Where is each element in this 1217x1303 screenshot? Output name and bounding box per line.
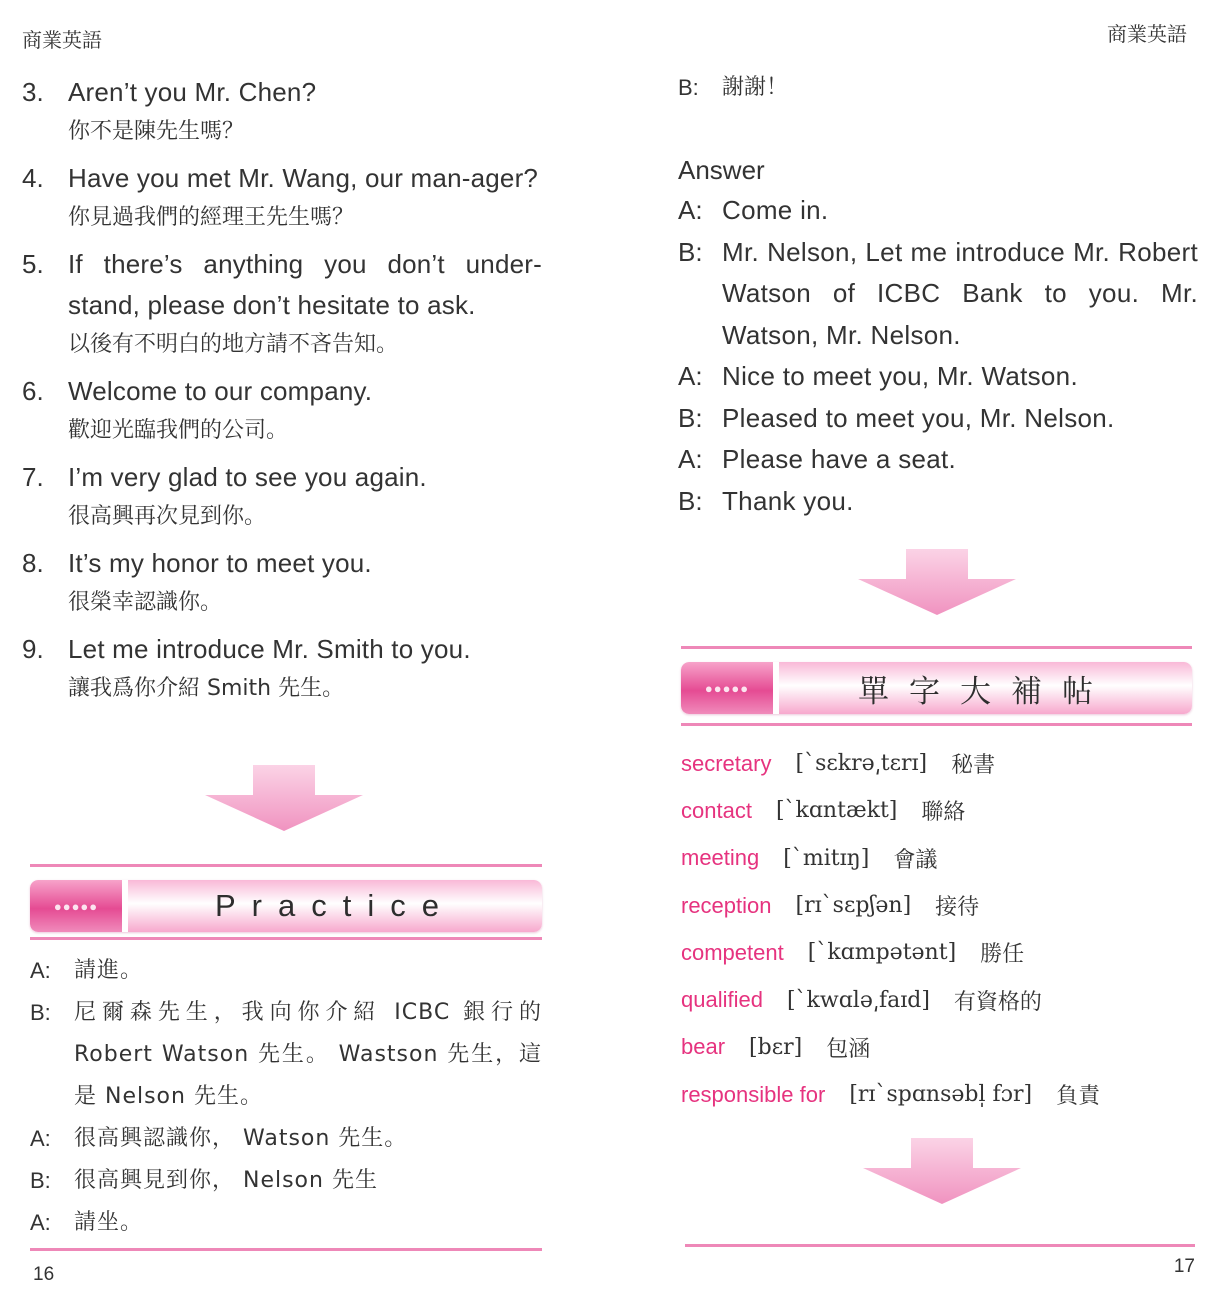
vocab-meaning: 有資格的: [953, 989, 1042, 1015]
vocab-pronunciation: [rɪˋspɑnsəbl̩ fɔr]: [849, 1082, 1033, 1108]
vocab-pronunciation: [ˋsɛkrə͵tɛrɪ]: [795, 751, 928, 777]
vocab-pronunciation: [ˋkɑmpətənt]: [807, 940, 957, 966]
dialog-line: [678, 439, 1198, 481]
dialog-line: [678, 232, 1198, 357]
vocab-meaning: 會議: [893, 847, 938, 873]
answer-heading: Answer: [678, 155, 765, 185]
list-item: [22, 371, 542, 450]
vocab-row: [681, 929, 1201, 976]
english-sentence: I’m very glad to see you again.: [68, 462, 427, 492]
speaker-label: A:: [30, 1210, 51, 1235]
vocab-pronunciation: [rɪˋsɛpʃən]: [795, 893, 912, 919]
right-page: [608, 0, 1217, 1303]
speaker-label: B:: [678, 402, 703, 433]
running-head: 商業英語: [1107, 24, 1187, 46]
list-item: [22, 629, 542, 708]
english-sentence: Welcome to our company.: [68, 376, 373, 406]
speaker-label: A:: [678, 361, 703, 391]
item-number: 4.: [22, 163, 44, 193]
vocab-row: [681, 787, 1201, 834]
vocab-meaning: 負責: [1056, 1084, 1101, 1110]
vocab-meaning: 包涵: [826, 1036, 871, 1062]
banner-title: 單字大補帖: [779, 662, 1192, 714]
dialog-line: [678, 398, 1198, 440]
dialog-line: [30, 992, 542, 1118]
dialog-line: [678, 356, 1198, 398]
vocabulary-list: [681, 740, 1201, 1118]
english-sentence: Have you met Mr. Wang, our man-ager?: [68, 163, 539, 193]
vocab-word: secretary: [681, 750, 772, 776]
down-arrow-icon: [858, 549, 1016, 615]
answer-dialog: [678, 190, 1198, 522]
vocab-meaning: 秘書: [951, 753, 996, 779]
down-arrow-icon: [205, 765, 363, 831]
vocab-word: contact: [681, 797, 752, 823]
list-item: [22, 543, 542, 622]
banner-rule-bottom: [681, 723, 1192, 726]
list-item: [22, 244, 542, 364]
vocab-pronunciation: [bɛr]: [749, 1034, 803, 1060]
dialog-text: 請進。: [74, 958, 144, 983]
vocab-word: reception: [681, 892, 772, 918]
dialog-text: 謝謝！: [722, 75, 789, 100]
vocab-row: [681, 882, 1201, 929]
dialog-line: [30, 1202, 542, 1244]
example-sentence-list: [22, 72, 542, 715]
english-sentence: If there’s anything you don’t under-stand, please don’t hesitate to ask.: [68, 249, 542, 320]
running-head: 商業英語: [22, 30, 102, 52]
item-number: 9.: [22, 634, 44, 664]
dialog-text: Come in.: [722, 195, 829, 225]
english-sentence: Let me introduce Mr. Smith to you.: [68, 634, 471, 664]
chinese-translation: 以後有不明白的地方請不吝告知。: [68, 332, 399, 357]
dialog-text: 請坐。: [74, 1210, 144, 1235]
chinese-translation: 很榮幸認識你。: [68, 590, 223, 615]
speaker-label: A:: [30, 1126, 51, 1151]
vocab-pronunciation: [ˋkɑntækt]: [775, 798, 898, 824]
item-number: 3.: [22, 77, 44, 107]
chinese-translation: 你見過我們的經理王先生嗎？: [68, 205, 355, 230]
dialog-line: [30, 1118, 542, 1160]
dialog-text: Please have a seat.: [722, 444, 957, 474]
vocab-row: [681, 1071, 1201, 1118]
vocab-word: competent: [681, 939, 784, 965]
speaker-label: A:: [678, 195, 703, 225]
dialog-text: 尼爾森先生，我向你介紹 ICBC 銀行的 Robert Watson 先生。 Wastson 先生，這是 Nelson 先生。: [74, 1000, 542, 1109]
vocab-word: bear: [681, 1034, 726, 1060]
vocab-pronunciation: [ˋkwɑlə͵faɪd]: [786, 987, 930, 1013]
speaker-label: B:: [30, 1168, 51, 1193]
vocab-word: responsible for: [681, 1081, 826, 1107]
dialog-text: Mr. Nelson, Let me introduce Mr. Robert Watson of ICBC Bank to you. Mr. Watson, Mr. Nelson.: [722, 236, 1198, 350]
chinese-translation: 歡迎光臨我們的公司。: [68, 418, 289, 443]
practice-dialog: [30, 950, 542, 1244]
english-sentence: Aren’t you Mr. Chen?: [68, 77, 317, 107]
item-number: 7.: [22, 462, 44, 492]
page-number: 17: [1173, 1256, 1195, 1277]
footer-rule: [685, 1244, 1195, 1247]
dialog-line: [678, 481, 1198, 523]
banner-tab: ●●●●●: [681, 662, 773, 714]
speaker-label: A:: [678, 444, 703, 474]
list-item: [22, 72, 542, 151]
item-number: 5.: [22, 249, 44, 279]
list-item: [22, 158, 542, 237]
speaker-label: B:: [678, 75, 699, 100]
banner-tab: ●●●●●: [30, 880, 122, 932]
footer-rule: [30, 1248, 542, 1251]
english-sentence: It’s my honor to meet you.: [68, 548, 372, 578]
practice-banner: [30, 880, 542, 932]
chinese-translation: 讓我爲你介紹 Smith 先生。: [68, 676, 345, 701]
dialog-line: [30, 950, 542, 992]
vocab-row: [681, 1024, 1201, 1071]
dialog-line: [678, 70, 788, 106]
vocab-row: [681, 835, 1201, 882]
vocabulary-banner: [681, 662, 1192, 714]
vocab-meaning: 聯絡: [921, 800, 966, 826]
banner-rule-top: [30, 864, 542, 867]
dialog-line: [30, 1160, 542, 1202]
page-number: 16: [33, 1264, 55, 1285]
item-number: 6.: [22, 376, 44, 406]
vocab-row: [681, 976, 1201, 1023]
banner-title: Practice: [128, 880, 542, 932]
speaker-label: B:: [30, 1000, 51, 1025]
vocab-row: [681, 740, 1201, 787]
vocab-meaning: 接待: [935, 895, 980, 921]
dialog-text: Thank you.: [722, 485, 854, 516]
banner-rule-bottom: [30, 937, 542, 940]
vocab-word: qualified: [681, 987, 763, 1013]
banner-rule-top: [681, 646, 1192, 649]
left-page: [0, 0, 608, 1303]
chinese-translation: 很高興再次見到你。: [68, 504, 267, 529]
vocab-pronunciation: [ˋmitɪŋ]: [783, 845, 870, 871]
dialog-text: 很高興見到你， Nelson 先生: [74, 1168, 378, 1193]
vocab-meaning: 勝任: [980, 942, 1025, 968]
dialog-text: Nice to meet you, Mr. Watson.: [722, 361, 1078, 391]
down-arrow-icon: [863, 1138, 1021, 1204]
dialog-text: 很高興認識你， Watson 先生。: [74, 1126, 408, 1151]
speaker-label: B:: [678, 485, 703, 516]
list-item: [22, 457, 542, 536]
vocab-word: meeting: [681, 845, 760, 871]
dialog-text: Pleased to meet you, Mr. Nelson.: [722, 402, 1115, 433]
dialog-line: [678, 190, 1198, 232]
speaker-label: A:: [30, 958, 51, 983]
item-number: 8.: [22, 548, 44, 578]
speaker-label: B:: [678, 236, 703, 267]
chinese-translation: 你不是陳先生嗎？: [68, 119, 245, 144]
